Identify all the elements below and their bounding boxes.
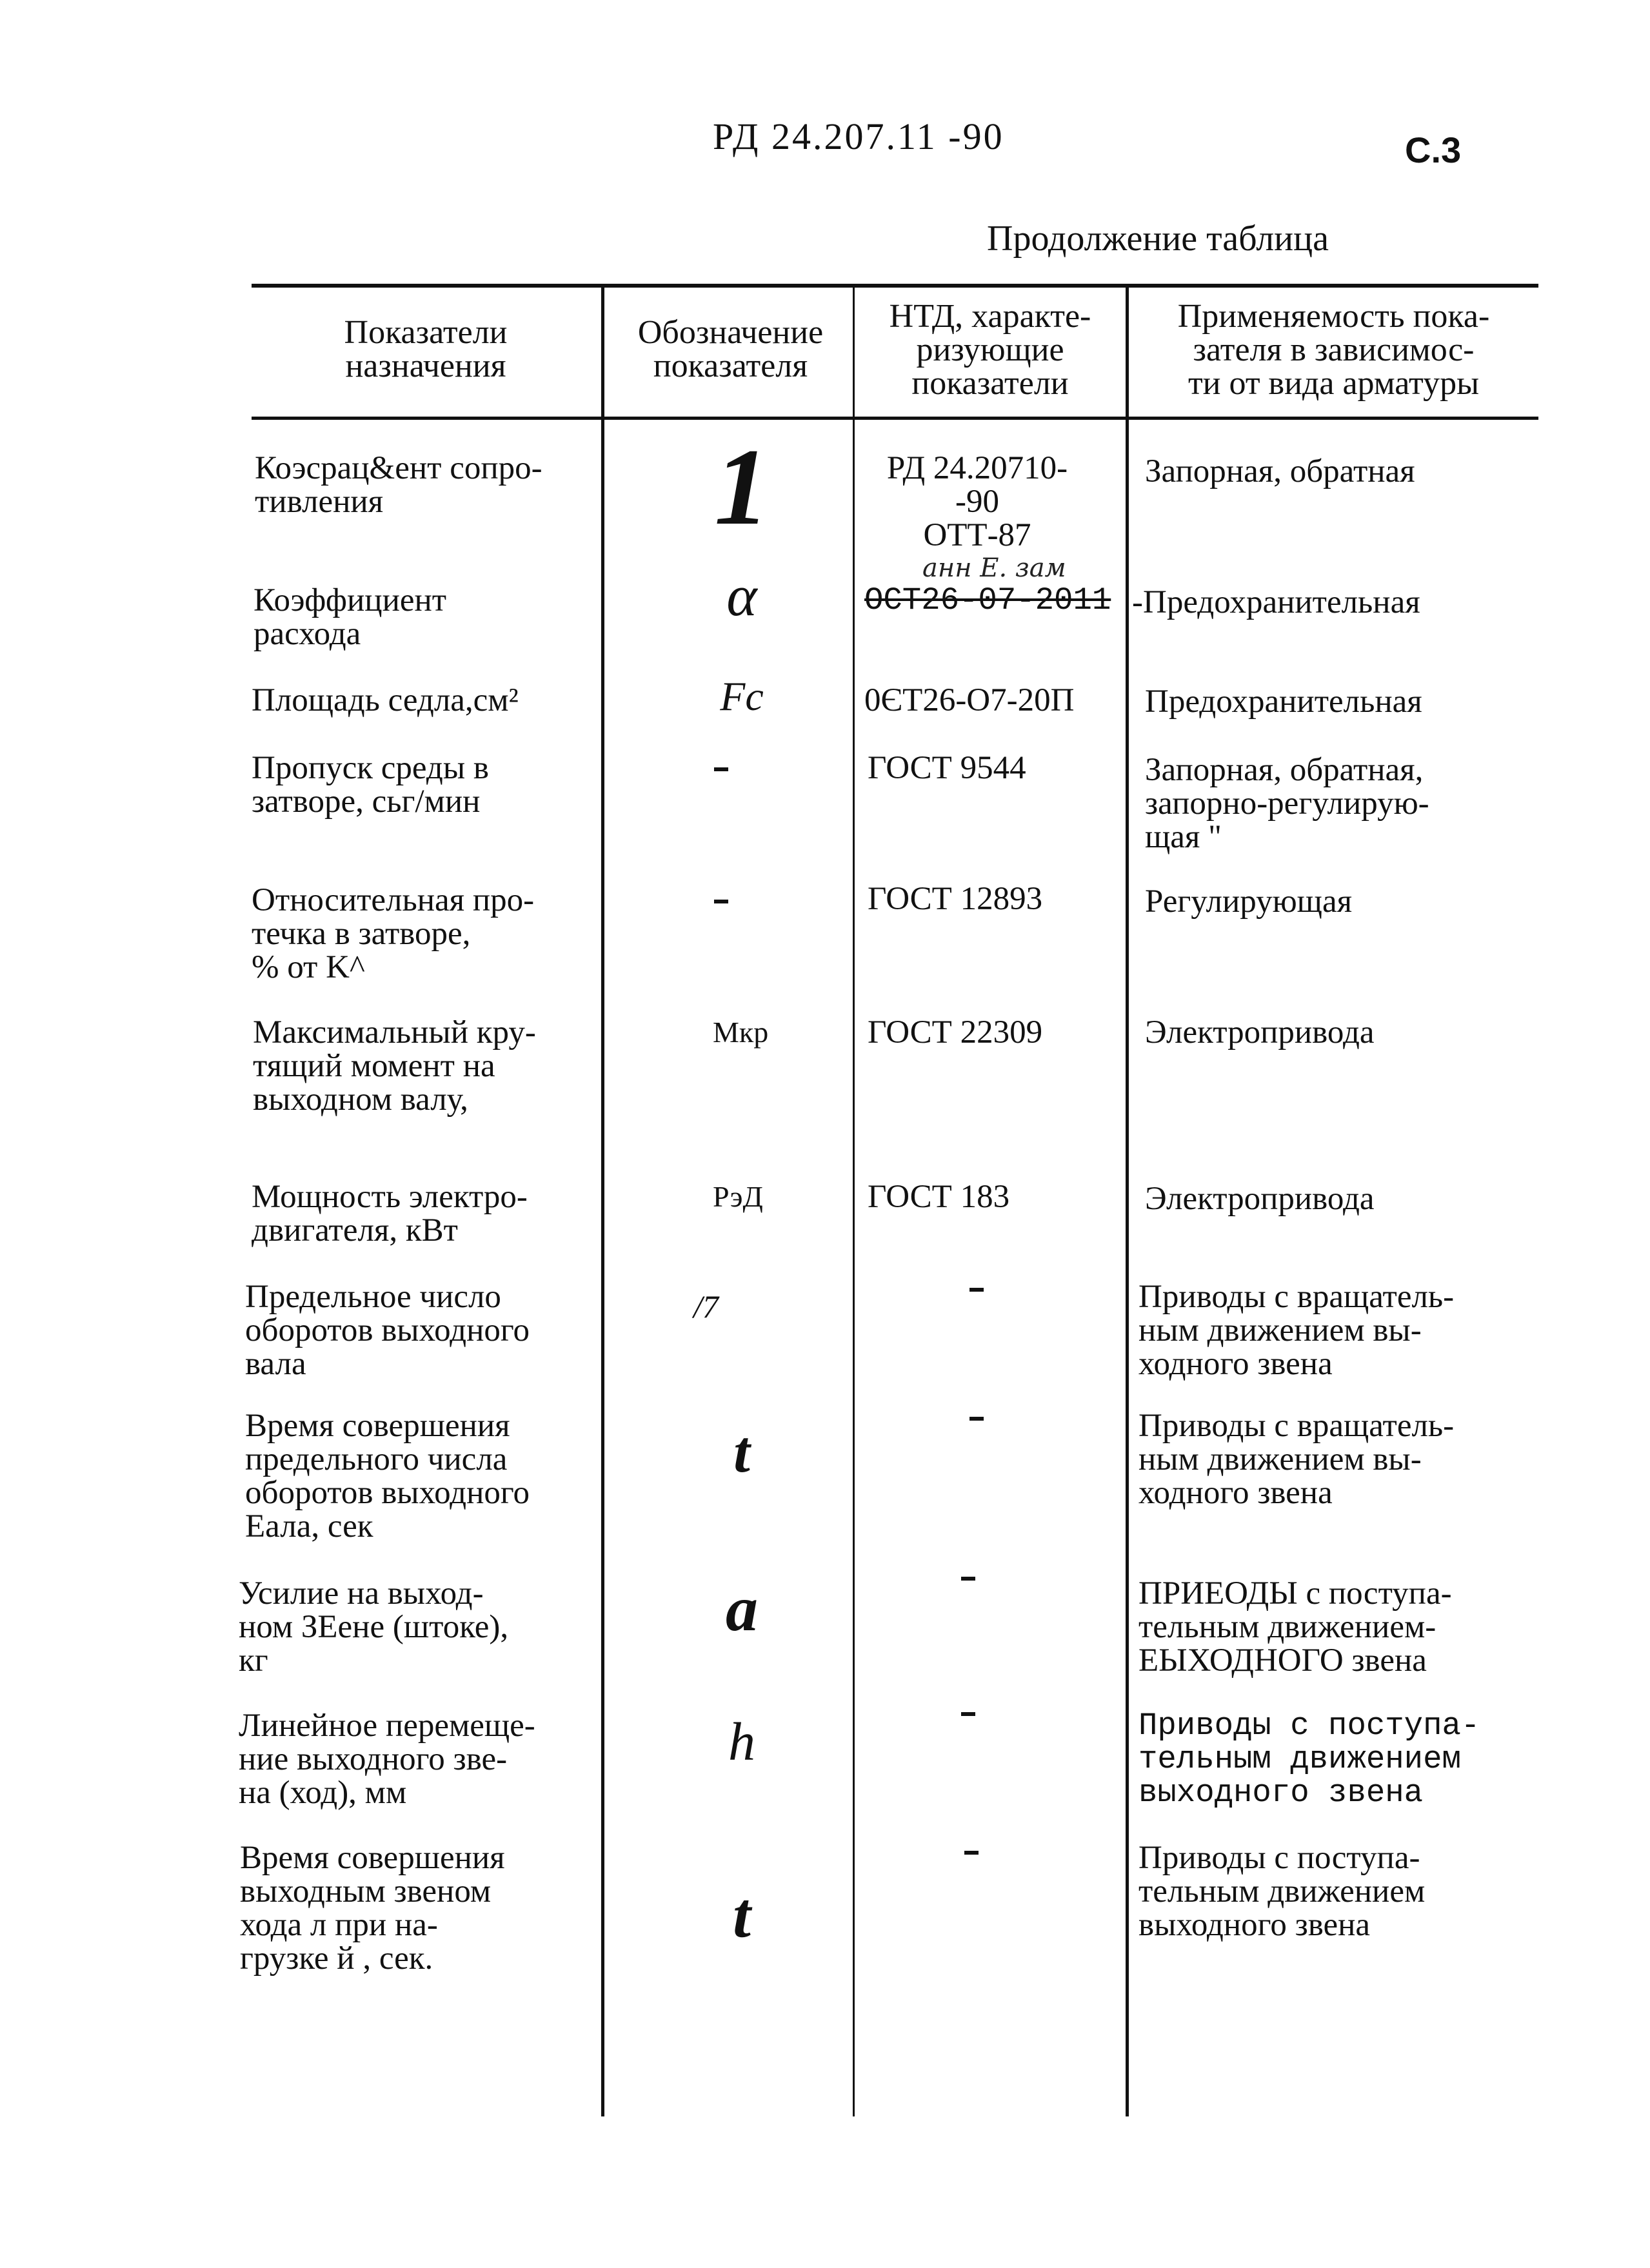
row-6-applicability: Электропривода [1145, 1014, 1375, 1050]
column-header-designation: Обозначение показателя [637, 314, 824, 384]
row-9-applicability: Приводы с вращатель- ным движением вы- ходного звена [1138, 1408, 1455, 1511]
row-7-indicator: Мощность электро- двигателя, кВт [252, 1179, 528, 1248]
row-10-ntd-dash [961, 1577, 975, 1581]
row-6-designation: Мкр [713, 1016, 769, 1049]
row-10-applicability: ПРИЕОДЫ с поступа- тельным движением- ЕЫХОДНОГО звена [1138, 1575, 1452, 1679]
row-4-applicability: Запорная, обратная, запорно-регулирую- щая " [1145, 752, 1429, 855]
row-1-indicator: Коэсрац&ент сопро- тивления [255, 450, 542, 520]
row-6-indicator: Максимальный кру- тящий момент на выходном валу, [253, 1014, 536, 1118]
row-7-ntd: ГОСТ 183 [868, 1179, 1010, 1215]
table-header-rule [252, 417, 1538, 420]
row-12-ntd-dash [964, 1851, 979, 1855]
row-12-indicator: Время совершения выходным звеном хода л при на- грузке й , сек. [240, 1840, 505, 1977]
row-7-applicability: Электропривода [1145, 1181, 1375, 1217]
row-8-ntd-dash [969, 1288, 984, 1292]
column-header-applicability: Применяемость пока- зателя в зависимос- ти от вида арматуры [1177, 298, 1490, 402]
row-3-designation: Fс [720, 673, 764, 719]
row-2-designation: α [726, 564, 757, 628]
row-5-indicator: Относительная про- течка в затворе, % от K^ [252, 882, 535, 985]
row-11-designation: h [728, 1712, 755, 1772]
column-divider-3 [1126, 285, 1129, 2116]
row-11-indicator: Линейное перемеще- ние выходного зве- на (ход), мм [239, 1708, 535, 1811]
row-10-designation: a [726, 1573, 758, 1644]
row-5-applicability: Регулирующая [1145, 883, 1353, 920]
row-4-ntd: ГОСТ 9544 [868, 750, 1026, 786]
row-1-applicability: Запорная, обратная [1145, 453, 1415, 489]
row-1-ntd: РД 24.20710- -90 ОТТ-87 [886, 450, 1068, 553]
row-8-designation: /7 [693, 1288, 719, 1325]
row-5-designation-dash [714, 900, 728, 903]
row-9-designation: t [733, 1419, 750, 1484]
row-2-applicability: -Предохранительная [1132, 584, 1420, 620]
row-5-ntd: ГОСТ 12893 [868, 881, 1043, 917]
row-3-applicability: Предохранительная [1145, 684, 1422, 720]
row-2-ntd-handwritten-note: анн Е. зам [922, 553, 1066, 583]
row-6-ntd: ГОСТ 22309 [868, 1014, 1043, 1050]
column-divider-1 [601, 285, 604, 2116]
column-header-indicators: Показатели назначения [344, 314, 508, 384]
page-number: С.3 [1405, 130, 1462, 170]
row-3-ntd: 0ЄТ26-О7-20П [864, 682, 1075, 718]
row-2-indicator: Коэффициент расхода [253, 582, 447, 652]
row-2-ntd: ОСТ26-07-2011 [864, 582, 1111, 618]
column-divider-2 [853, 285, 855, 2116]
row-4-indicator: Пропуск среды в затворе, сьг/мин [252, 750, 489, 820]
row-10-indicator: Усилие на выход- ном ЗЕене (штоке), кг [239, 1575, 509, 1679]
table-top-rule [252, 284, 1538, 288]
row-9-indicator: Время совершения предельного числа оборотов выходного Еала, сек [245, 1408, 530, 1544]
row-8-indicator: Предельное число оборотов выходного вала [245, 1279, 530, 1382]
row-12-designation: t [733, 1879, 751, 1951]
row-3-indicator: Площадь седла,см² [252, 682, 519, 718]
row-12-applicability: Приводы с поступа- тельным движением выходного звена [1138, 1840, 1426, 1943]
column-header-ntd: НТД, характе- ризующие показатели [889, 298, 1091, 402]
row-8-applicability: Приводы с вращатель- ным движением вы- ходного звена [1138, 1279, 1455, 1382]
row-9-ntd-dash [969, 1417, 984, 1421]
row-4-designation-dash [714, 767, 728, 771]
row-11-ntd-dash [961, 1712, 975, 1716]
row-7-designation: РэД [713, 1180, 763, 1213]
row-1-designation: 1 [714, 426, 770, 547]
document-code: РД 24.207.11 -90 [713, 115, 1004, 157]
row-11-applicability: Приводы с поступа- тельным движением выходного звена [1138, 1708, 1480, 1811]
table-continuation-caption: Продолжение таблица [987, 219, 1329, 259]
